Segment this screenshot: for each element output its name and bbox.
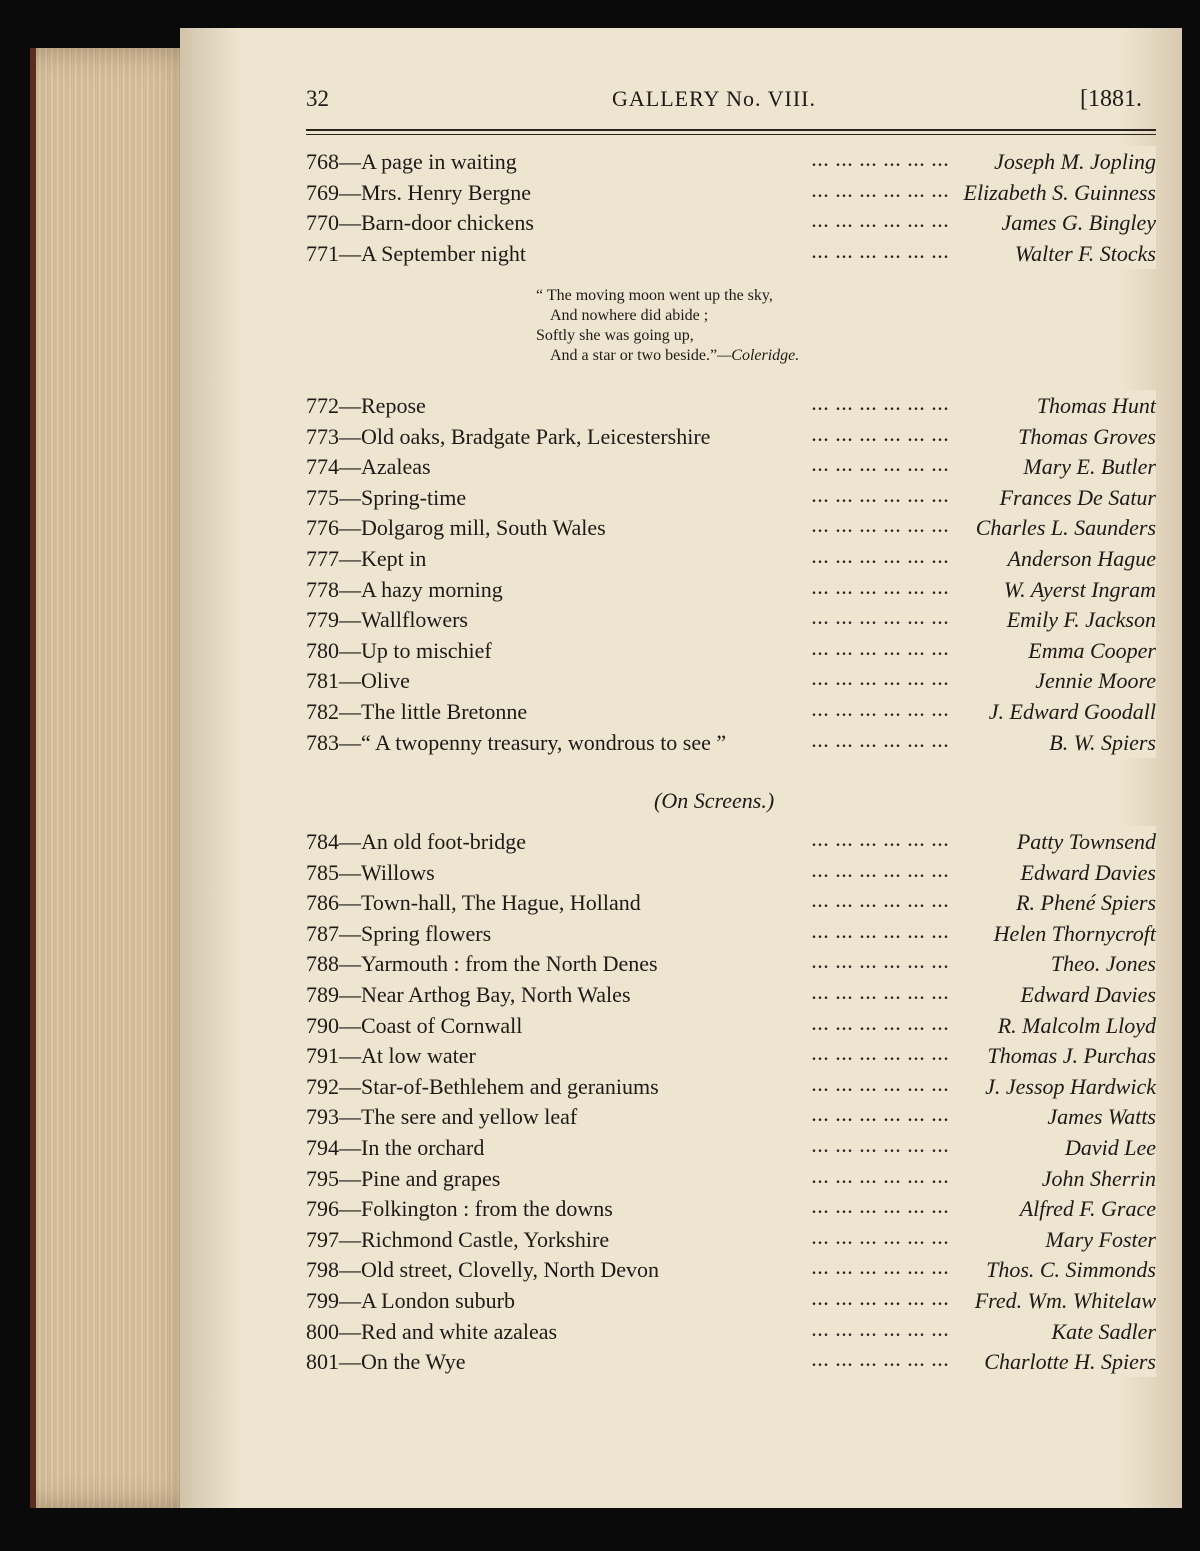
entry-title [306,1101,583,1132]
leader-dots: ... ... ... ... ... ... [812,863,950,881]
catalogue-entry [306,979,1156,1010]
entry-dash: — [339,982,361,1007]
entry-title-text: Pine and grapes [361,1165,501,1191]
catalogue-entry [306,948,1156,979]
quote-line: Softly she was going up, [536,327,694,344]
entry-title-text: In the orchard [361,1135,485,1160]
entry-number: 794 [306,1135,339,1160]
leader-dots: ... ... ... ... ... ... [812,397,950,414]
entry-dash: — [339,179,361,205]
entry-number: 769 [306,179,339,205]
year-label: [1881. [1080,86,1142,112]
entry-title [306,1071,665,1102]
catalogue-entry [306,238,1156,269]
entry-title-text: Coast of Cornwall [361,1012,523,1038]
entry-artist: Thomas Groves [1012,421,1156,452]
entry-title-text: A London suburb [361,1288,515,1313]
leader-dots: ... ... ... ... ... ... [812,1077,950,1095]
leader-dots: ... ... ... ... ... ... [812,833,950,850]
entry-title-text: Mrs. Henry Bergne [361,179,532,205]
entry-title-text: Town-hall, The Hague, Holland [361,890,641,916]
header-rule-thin [306,134,1156,135]
entry-dash: — [339,1226,361,1252]
catalogue-entry [306,696,1156,727]
entry-title [306,1163,506,1194]
entry-dash: — [339,1257,361,1283]
catalogue-entry [306,177,1156,208]
entry-artist: W. Ayerst Ingram [998,574,1156,605]
entry-title [306,635,498,666]
leader-dots: ... ... ... ... ... ... [812,955,950,973]
entry-title-text: Repose [361,393,426,418]
entry-title [306,857,441,888]
entry-title-text: Spring-time [361,484,467,510]
catalogue-entry [306,451,1156,482]
leader-dots: ... ... ... ... ... ... [812,1261,950,1279]
entry-artist: Alfred F. Grace [1014,1193,1156,1224]
catalogue-entry [306,574,1156,605]
entry-title [306,238,532,269]
quote-attribution: —Coleridge. [717,347,800,364]
entry-dash: — [339,951,361,977]
quote-line: And nowhere did abide ; [550,307,709,324]
entry-dash: — [339,1012,361,1038]
entry-title [306,887,647,918]
entry-title-text: Olive [361,668,410,694]
entry-title [306,543,432,574]
catalogue-page [180,28,1182,1508]
catalogue-entry [306,635,1156,666]
quote-line-text: And a star or two beside.” [550,347,718,364]
entry-dash: — [339,1135,361,1160]
entry-title [306,512,612,543]
entry-dash: — [339,454,361,480]
leader-dots: ... ... ... ... ... ... [812,580,950,598]
entry-artist: James Watts [1041,1101,1156,1132]
entry-number: 799 [306,1288,339,1313]
leader-dots: ... ... ... ... ... ... [812,1230,950,1248]
leader-dots: ... ... ... ... ... ... [812,611,950,629]
catalogue-entry [306,1316,1156,1347]
entry-title [306,451,437,482]
entry-artist: Mary Foster [1039,1224,1156,1255]
entry-number: 785 [306,859,339,885]
entry-dash: — [339,920,361,946]
catalogue-entry [306,1285,1156,1316]
leader-dots: ... ... ... ... ... ... [812,1322,950,1340]
catalogue-entry [306,543,1156,574]
entry-title [306,146,523,177]
entry-artist: R. Phené Spiers [1010,887,1156,918]
leader-dots: ... ... ... ... ... ... [812,153,950,170]
catalogue-entry [306,1224,1156,1255]
leader-dots: ... ... ... ... ... ... [812,924,950,942]
entry-title [306,1193,619,1224]
entry-title-text: Azaleas [361,454,431,480]
catalogue-entry [306,887,1156,918]
entry-number: 786 [306,890,339,916]
entry-number: 782 [306,699,339,724]
entry-title [306,948,664,979]
entry-title [306,574,509,605]
catalogue-entry [306,421,1156,452]
catalogue-entry [306,146,1156,177]
entry-dash: — [339,1196,361,1222]
entry-number: 795 [306,1165,339,1191]
entry-number: 777 [306,546,339,571]
entry-artist: Helen Thornycroft [988,918,1156,949]
entry-number: 787 [306,920,339,946]
entry-artist: Kate Sadler [1046,1316,1157,1347]
leader-dots: ... ... ... ... ... ... [812,672,950,690]
entry-dash: — [339,393,361,418]
entry-title-text: Near Arthog Bay, North Wales [361,982,631,1007]
catalogue-entry [306,826,1156,857]
entry-title-text: Star-of-Bethlehem and geraniums [361,1073,659,1099]
entry-artist: J. Jessop Hardwick [979,1071,1156,1102]
entry-title-text: Yarmouth : from the North Denes [361,951,658,977]
entry-dash: — [339,729,361,755]
entry-artist: John Sherrin [1036,1163,1156,1194]
leader-dots: ... ... ... ... ... ... [812,641,950,659]
catalogue-entry [306,1040,1156,1071]
catalogue-entry [306,482,1156,513]
entry-title [306,979,637,1010]
entry-number: 801 [306,1349,339,1375]
entry-artist: Joseph M. Jopling [988,146,1156,177]
catalogue-entry [306,857,1156,888]
entry-number: 774 [306,454,339,480]
entry-title [306,826,532,857]
catalogue-entry [306,1193,1156,1224]
entry-number: 797 [306,1226,339,1252]
entry-dash: — [339,829,361,854]
leader-dots: ... ... ... ... ... ... [812,1139,950,1156]
entry-title-text: Up to mischief [361,637,492,663]
entry-dash: — [339,699,361,724]
entry-artist: Frances De Satur [994,482,1156,513]
catalogue-entry [306,207,1156,238]
leader-dots: ... ... ... ... ... ... [812,1108,950,1126]
entry-artist: James G. Bingley [995,207,1156,238]
leader-dots: ... ... ... ... ... ... [812,244,950,262]
entry-dash: — [339,1043,361,1069]
entry-title-text: At low water [361,1043,476,1069]
leader-dots: ... ... ... ... ... ... [812,1200,950,1218]
entry-dash: — [339,637,361,663]
entry-dash: — [339,890,361,916]
entry-number: 770 [306,210,339,236]
leader-dots: ... ... ... ... ... ... [812,1047,950,1065]
catalogue-entry [306,727,1156,758]
entry-title-text: Old oaks, Bradgate Park, Leicestershire [361,423,711,449]
entry-dash: — [339,1349,361,1375]
page-header [180,86,1182,126]
entry-artist: Thos. C. Simmonds [980,1254,1156,1285]
leader-dots: ... ... ... ... ... ... [812,1292,950,1309]
leader-dots: ... ... ... ... ... ... [812,427,950,445]
entry-title [306,1224,615,1255]
entry-number: 793 [306,1104,339,1130]
quote-line: “ The moving moon went up the sky, [536,287,773,304]
entry-number: 788 [306,951,339,977]
entry-title [306,1346,472,1377]
entry-title [306,177,537,208]
entry-number: 789 [306,982,339,1007]
entry-title-text: Folkington : from the downs [361,1196,613,1222]
entry-artist: Thomas Hunt [1031,390,1156,421]
entry-dash: — [339,607,361,633]
section-heading: (On Screens.) [654,788,775,813]
entry-artist: Walter F. Stocks [1009,238,1156,269]
entry-title-text: “ A twopenny treasury, wondrous to see ” [361,729,727,755]
catalogue-entry [306,1071,1156,1102]
entry-title-text: Red and white azaleas [361,1318,558,1344]
entry-title-text: The sere and yellow leaf [361,1104,578,1130]
entry-number: 784 [306,829,339,854]
entry-artist: Mary E. Butler [1017,451,1156,482]
entry-number: 800 [306,1318,339,1344]
catalogue-entry [306,1163,1156,1194]
entry-title-text: On the Wye [361,1349,466,1375]
leader-dots: ... ... ... ... ... ... [812,183,950,201]
entry-title [306,918,497,949]
entry-dash: — [339,859,361,885]
entry-title-text: A page in waiting [361,149,517,174]
entry-title [306,482,472,513]
entry-dash: — [339,484,361,510]
entry-artist: Thomas J. Purchas [982,1040,1156,1071]
entry-artist: Elizabeth S. Guinness [958,177,1157,208]
entry-title-text: The little Bretonne [361,699,528,724]
catalogue-entry [306,390,1156,421]
entry-number: 780 [306,637,339,663]
entry-number: 776 [306,515,339,541]
entry-artist: Edward Davies [1015,979,1156,1010]
entry-title [306,207,540,238]
entry-title-text: A hazy morning [361,576,503,602]
entry-dash: — [339,515,361,541]
leader-dots: ... ... ... ... ... ... [812,488,950,506]
poem-quote [536,286,936,366]
entry-title [306,604,474,635]
catalogue-entry [306,1132,1156,1163]
entry-title [306,665,416,696]
catalogue-entry [306,512,1156,543]
catalogue-entry [306,1101,1156,1132]
entry-artist: B. W. Spiers [1043,727,1156,758]
entry-number: 790 [306,1012,339,1038]
entry-title-text: Willows [361,859,435,885]
entry-dash: — [339,1288,361,1313]
entry-title [306,696,533,727]
entry-number: 783 [306,729,339,755]
entry-title-text: Old street, Clovelly, North Devon [361,1257,659,1283]
entry-title [306,1010,528,1041]
entry-number: 779 [306,607,339,633]
entry-number: 791 [306,1043,339,1069]
entry-artist: R. Malcolm Lloyd [992,1010,1156,1041]
entry-number: 778 [306,576,339,602]
entry-artist: Patty Townsend [1011,826,1156,857]
entry-dash: — [339,240,361,266]
entry-artist: Emma Cooper [1022,635,1156,666]
entry-title [306,1040,482,1071]
entry-title-text: Dolgarog mill, South Wales [361,515,606,541]
entry-title [306,1254,665,1285]
entry-artist: Edward Davies [1015,857,1156,888]
entry-dash: — [339,149,361,174]
leader-dots: ... ... ... ... ... ... [812,1353,950,1371]
entry-dash: — [339,210,361,236]
entry-title [306,421,716,452]
entry-title [306,1316,563,1347]
leader-dots: ... ... ... ... ... ... [812,894,950,912]
entry-title-text: An old foot-bridge [361,829,526,854]
entry-number: 775 [306,484,339,510]
leader-dots: ... ... ... ... ... ... [812,458,950,476]
entry-number: 768 [306,149,339,174]
entry-dash: — [339,546,361,571]
entry-artist: Fred. Wm. Whitelaw [969,1285,1156,1316]
entry-artist: Theo. Jones [1045,948,1156,979]
leader-dots: ... ... ... ... ... ... [812,703,950,720]
entry-number: 772 [306,393,339,418]
leader-dots: ... ... ... ... ... ... [812,550,950,567]
entry-number: 792 [306,1073,339,1099]
gallery-title: GALLERY No. VIII. [612,86,816,111]
entry-number: 796 [306,1196,339,1222]
entry-number: 773 [306,423,339,449]
entry-title [306,1285,521,1316]
entry-title-text: Richmond Castle, Yorkshire [361,1226,610,1252]
entry-title [306,390,432,421]
page-number: 32 [306,86,329,111]
leader-dots: ... ... ... ... ... ... [812,733,950,751]
entry-title [306,727,732,758]
leader-dots: ... ... ... ... ... ... [812,1016,950,1034]
entry-artist: Charlotte H. Spiers [978,1346,1156,1377]
entry-number: 771 [306,240,339,266]
quote-line [536,346,936,366]
catalogue-entry [306,665,1156,696]
leader-dots: ... ... ... ... ... ... [812,214,950,232]
entry-title-text: Wallflowers [361,607,468,633]
entry-artist: Jennie Moore [1029,665,1156,696]
entry-dash: — [339,576,361,602]
entry-artist: David Lee [1059,1132,1156,1163]
header-rule-thick [306,129,1156,131]
entry-title-text: Spring flowers [361,920,492,946]
entry-number: 781 [306,668,339,694]
entry-artist: Anderson Hague [1002,543,1156,574]
entry-number: 798 [306,1257,339,1283]
entry-artist: Emily F. Jackson [1001,604,1156,635]
leader-dots: ... ... ... ... ... ... [812,1169,950,1187]
catalogue-entry [306,1254,1156,1285]
entry-dash: — [339,1165,361,1191]
entry-title-text: A September night [361,240,526,266]
catalogue-entry [306,604,1156,635]
catalogue-entry [306,918,1156,949]
entry-dash: — [339,668,361,694]
entry-artist: Charles L. Saunders [970,512,1156,543]
leader-dots: ... ... ... ... ... ... [812,986,950,1003]
entry-dash: — [339,1104,361,1130]
entry-artist: J. Edward Goodall [983,696,1156,727]
catalogue-entry [306,1346,1156,1377]
entry-dash: — [339,1318,361,1344]
entry-title-text: Kept in [361,546,427,571]
catalogue-entry [306,1010,1156,1041]
entry-title-text: Barn-door chickens [361,210,534,236]
leader-dots: ... ... ... ... ... ... [812,519,950,537]
entry-dash: — [339,1073,361,1099]
entry-dash: — [339,423,361,449]
entry-title [306,1132,490,1163]
